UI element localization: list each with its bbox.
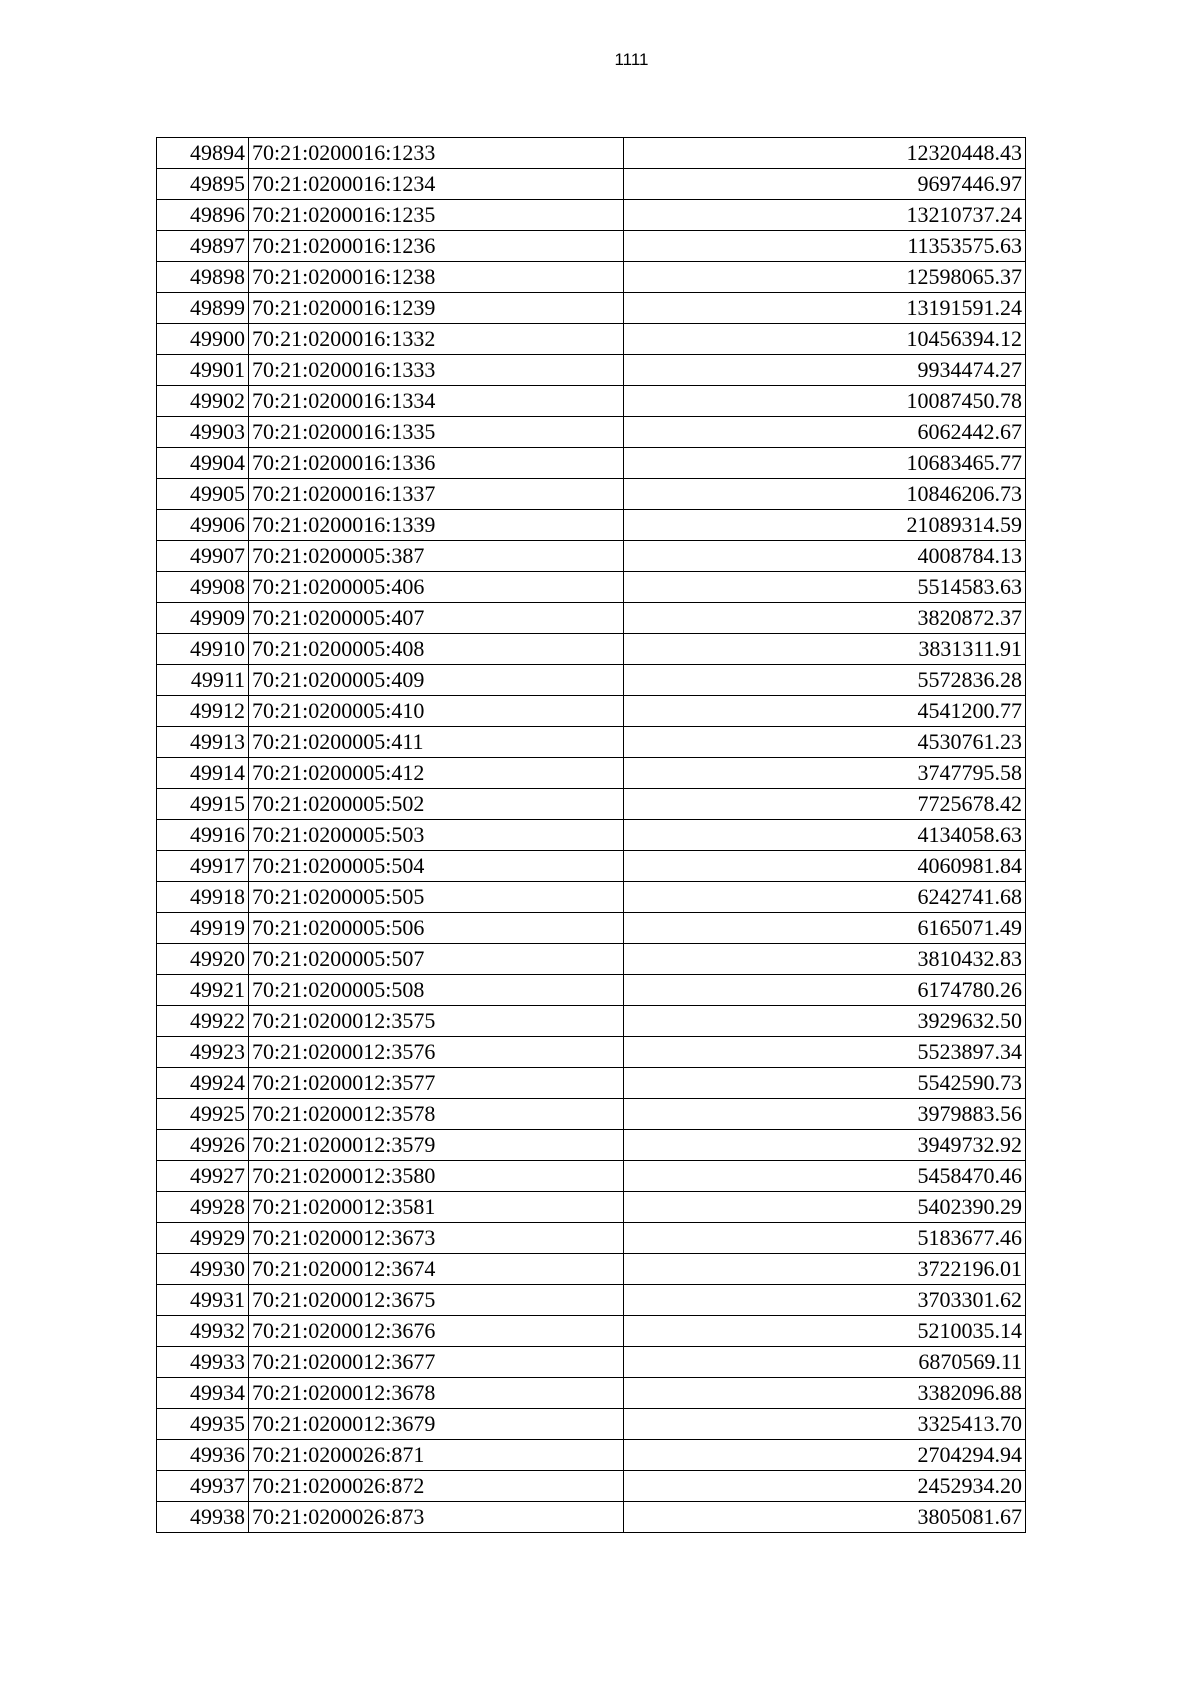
row-number-cell: 49932 (157, 1316, 249, 1347)
row-number-cell: 49914 (157, 758, 249, 789)
table-row (157, 1068, 1026, 1099)
cadastral-value-cell: 6870569.11 (624, 1347, 1026, 1378)
row-number-cell: 49933 (157, 1347, 249, 1378)
table-row (157, 510, 1026, 541)
table-row (157, 293, 1026, 324)
cadastral-number-cell: 70:21:0200016:1234 (249, 169, 624, 200)
table-row (157, 1471, 1026, 1502)
table-row (157, 665, 1026, 696)
cadastral-value-cell: 4060981.84 (624, 851, 1026, 882)
cadastral-number-cell: 70:21:0200016:1337 (249, 479, 624, 510)
table-row (157, 603, 1026, 634)
row-number-cell: 49894 (157, 138, 249, 169)
table-row (157, 851, 1026, 882)
row-number-cell: 49900 (157, 324, 249, 355)
table-row (157, 479, 1026, 510)
cadastral-value-cell: 5542590.73 (624, 1068, 1026, 1099)
cadastral-number-cell: 70:21:0200012:3673 (249, 1223, 624, 1254)
cadastral-value-cell: 7725678.42 (624, 789, 1026, 820)
cadastral-number-cell: 70:21:0200005:410 (249, 696, 624, 727)
table-row (157, 262, 1026, 293)
cadastral-number-cell: 70:21:0200016:1333 (249, 355, 624, 386)
cadastral-number-cell: 70:21:0200016:1339 (249, 510, 624, 541)
row-number-cell: 49921 (157, 975, 249, 1006)
table-row (157, 1347, 1026, 1378)
cadastral-number-cell: 70:21:0200012:3674 (249, 1254, 624, 1285)
row-number-cell: 49907 (157, 541, 249, 572)
cadastral-value-cell: 3949732.92 (624, 1130, 1026, 1161)
cadastral-number-cell: 70:21:0200012:3579 (249, 1130, 624, 1161)
row-number-cell: 49895 (157, 169, 249, 200)
row-number-cell: 49906 (157, 510, 249, 541)
cadastral-number-cell: 70:21:0200012:3577 (249, 1068, 624, 1099)
cadastral-value-cell: 5572836.28 (624, 665, 1026, 696)
table-row (157, 944, 1026, 975)
table-row (157, 417, 1026, 448)
row-number-cell: 49935 (157, 1409, 249, 1440)
cadastral-number-cell: 70:21:0200005:506 (249, 913, 624, 944)
table-row (157, 975, 1026, 1006)
cadastral-number-cell: 70:21:0200016:1239 (249, 293, 624, 324)
table-row (157, 1378, 1026, 1409)
row-number-cell: 49911 (157, 665, 249, 696)
cadastral-value-cell: 6062442.67 (624, 417, 1026, 448)
cadastral-number-cell: 70:21:0200005:507 (249, 944, 624, 975)
cadastral-number-cell: 70:21:0200012:3581 (249, 1192, 624, 1223)
cadastral-value-cell: 4008784.13 (624, 541, 1026, 572)
cadastral-value-cell: 3810432.83 (624, 944, 1026, 975)
table-row (157, 355, 1026, 386)
cadastral-value-cell: 5210035.14 (624, 1316, 1026, 1347)
cadastral-number-cell: 70:21:0200026:872 (249, 1471, 624, 1502)
row-number-cell: 49938 (157, 1502, 249, 1533)
row-number-cell: 49936 (157, 1440, 249, 1471)
table-row (157, 1037, 1026, 1068)
cadastral-number-cell: 70:21:0200005:407 (249, 603, 624, 634)
table-row (157, 789, 1026, 820)
cadastral-number-cell: 70:21:0200016:1236 (249, 231, 624, 262)
table-row (157, 1409, 1026, 1440)
cadastral-value-cell: 5402390.29 (624, 1192, 1026, 1223)
cadastral-value-cell: 12598065.37 (624, 262, 1026, 293)
cadastral-value-cell: 10456394.12 (624, 324, 1026, 355)
cadastral-value-cell: 4530761.23 (624, 727, 1026, 758)
cadastral-value-cell: 3820872.37 (624, 603, 1026, 634)
cadastral-number-cell: 70:21:0200012:3676 (249, 1316, 624, 1347)
cadastral-value-cell: 5514583.63 (624, 572, 1026, 603)
cadastral-value-cell: 5183677.46 (624, 1223, 1026, 1254)
row-number-cell: 49928 (157, 1192, 249, 1223)
table-row (157, 1130, 1026, 1161)
cadastral-value-cell: 3747795.58 (624, 758, 1026, 789)
table-row (157, 1440, 1026, 1471)
row-number-cell: 49919 (157, 913, 249, 944)
cadastral-value-cell: 3929632.50 (624, 1006, 1026, 1037)
cadastral-value-cell: 3703301.62 (624, 1285, 1026, 1316)
table-row (157, 1285, 1026, 1316)
table-row (157, 1006, 1026, 1037)
table-row (157, 448, 1026, 479)
cadastral-number-cell: 70:21:0200016:1335 (249, 417, 624, 448)
table-row (157, 138, 1026, 169)
row-number-cell: 49925 (157, 1099, 249, 1130)
table-row (157, 572, 1026, 603)
cadastral-value-cell: 10087450.78 (624, 386, 1026, 417)
row-number-cell: 49934 (157, 1378, 249, 1409)
row-number-cell: 49912 (157, 696, 249, 727)
row-number-cell: 49910 (157, 634, 249, 665)
row-number-cell: 49909 (157, 603, 249, 634)
cadastral-number-cell: 70:21:0200005:502 (249, 789, 624, 820)
table-row (157, 1316, 1026, 1347)
cadastral-number-cell: 70:21:0200005:503 (249, 820, 624, 851)
row-number-cell: 49920 (157, 944, 249, 975)
cadastral-number-cell: 70:21:0200016:1235 (249, 200, 624, 231)
table-row (157, 758, 1026, 789)
cadastral-value-cell: 9934474.27 (624, 355, 1026, 386)
cadastral-number-cell: 70:21:0200012:3580 (249, 1161, 624, 1192)
cadastral-value-cell: 3722196.01 (624, 1254, 1026, 1285)
cadastral-number-cell: 70:21:0200026:873 (249, 1502, 624, 1533)
table-row (157, 1192, 1026, 1223)
table-row (157, 541, 1026, 572)
cadastral-value-cell: 9697446.97 (624, 169, 1026, 200)
cadastral-number-cell: 70:21:0200012:3679 (249, 1409, 624, 1440)
table-row (157, 727, 1026, 758)
row-number-cell: 49901 (157, 355, 249, 386)
cadastral-number-cell: 70:21:0200016:1336 (249, 448, 624, 479)
cadastral-number-cell: 70:21:0200012:3576 (249, 1037, 624, 1068)
table-row (157, 200, 1026, 231)
table-row (157, 231, 1026, 262)
cadastral-number-cell: 70:21:0200016:1238 (249, 262, 624, 293)
cadastral-number-cell: 70:21:0200016:1334 (249, 386, 624, 417)
table-row (157, 634, 1026, 665)
cadastral-value-cell: 5523897.34 (624, 1037, 1026, 1068)
table-row (157, 324, 1026, 355)
cadastral-value-cell: 6165071.49 (624, 913, 1026, 944)
row-number-cell: 49924 (157, 1068, 249, 1099)
row-number-cell: 49929 (157, 1223, 249, 1254)
cadastral-number-cell: 70:21:0200012:3678 (249, 1378, 624, 1409)
table-row (157, 386, 1026, 417)
row-number-cell: 49930 (157, 1254, 249, 1285)
cadastral-number-cell: 70:21:0200005:505 (249, 882, 624, 913)
row-number-cell: 49904 (157, 448, 249, 479)
table-row (157, 169, 1026, 200)
cadastral-number-cell: 70:21:0200012:3578 (249, 1099, 624, 1130)
cadastral-value-cell: 11353575.63 (624, 231, 1026, 262)
cadastral-value-cell: 6174780.26 (624, 975, 1026, 1006)
table-body (157, 138, 1026, 1533)
row-number-cell: 49926 (157, 1130, 249, 1161)
row-number-cell: 49902 (157, 386, 249, 417)
row-number-cell: 49915 (157, 789, 249, 820)
cadastral-value-cell: 10846206.73 (624, 479, 1026, 510)
table-row (157, 1254, 1026, 1285)
cadastral-value-cell: 3382096.88 (624, 1378, 1026, 1409)
cadastral-value-cell: 10683465.77 (624, 448, 1026, 479)
cadastral-value-cell: 3979883.56 (624, 1099, 1026, 1130)
cadastral-value-cell: 5458470.46 (624, 1161, 1026, 1192)
cadastral-number-cell: 70:21:0200012:3575 (249, 1006, 624, 1037)
cadastral-value-cell: 3805081.67 (624, 1502, 1026, 1533)
row-number-cell: 49918 (157, 882, 249, 913)
cadastral-value-cell: 4134058.63 (624, 820, 1026, 851)
cadastral-number-cell: 70:21:0200016:1233 (249, 138, 624, 169)
cadastral-number-cell: 70:21:0200005:408 (249, 634, 624, 665)
cadastral-number-cell: 70:21:0200005:508 (249, 975, 624, 1006)
cadastral-value-table (156, 137, 1026, 1533)
cadastral-number-cell: 70:21:0200005:412 (249, 758, 624, 789)
row-number-cell: 49897 (157, 231, 249, 262)
cadastral-number-cell: 70:21:0200005:409 (249, 665, 624, 696)
cadastral-value-cell: 2704294.94 (624, 1440, 1026, 1471)
table-row (157, 1223, 1026, 1254)
table-row (157, 696, 1026, 727)
cadastral-value-cell: 2452934.20 (624, 1471, 1026, 1502)
row-number-cell: 49937 (157, 1471, 249, 1502)
row-number-cell: 49898 (157, 262, 249, 293)
cadastral-value-cell: 6242741.68 (624, 882, 1026, 913)
row-number-cell: 49923 (157, 1037, 249, 1068)
cadastral-number-cell: 70:21:0200016:1332 (249, 324, 624, 355)
table-row (157, 1502, 1026, 1533)
page-number: 1111 (614, 50, 649, 69)
cadastral-value-cell: 3831311.91 (624, 634, 1026, 665)
table-row (157, 913, 1026, 944)
cadastral-number-cell: 70:21:0200026:871 (249, 1440, 624, 1471)
table-row (157, 1161, 1026, 1192)
cadastral-number-cell: 70:21:0200005:406 (249, 572, 624, 603)
row-number-cell: 49931 (157, 1285, 249, 1316)
table-row (157, 1099, 1026, 1130)
cadastral-value-cell: 21089314.59 (624, 510, 1026, 541)
row-number-cell: 49922 (157, 1006, 249, 1037)
cadastral-value-cell: 3325413.70 (624, 1409, 1026, 1440)
row-number-cell: 49913 (157, 727, 249, 758)
table-row (157, 820, 1026, 851)
row-number-cell: 49896 (157, 200, 249, 231)
row-number-cell: 49905 (157, 479, 249, 510)
row-number-cell: 49916 (157, 820, 249, 851)
row-number-cell: 49927 (157, 1161, 249, 1192)
cadastral-value-cell: 12320448.43 (624, 138, 1026, 169)
cadastral-number-cell: 70:21:0200012:3675 (249, 1285, 624, 1316)
cadastral-number-cell: 70:21:0200012:3677 (249, 1347, 624, 1378)
cadastral-number-cell: 70:21:0200005:387 (249, 541, 624, 572)
cadastral-value-cell: 4541200.77 (624, 696, 1026, 727)
cadastral-value-cell: 13191591.24 (624, 293, 1026, 324)
row-number-cell: 49917 (157, 851, 249, 882)
row-number-cell: 49899 (157, 293, 249, 324)
cadastral-number-cell: 70:21:0200005:411 (249, 727, 624, 758)
row-number-cell: 49903 (157, 417, 249, 448)
table-row (157, 882, 1026, 913)
cadastral-number-cell: 70:21:0200005:504 (249, 851, 624, 882)
row-number-cell: 49908 (157, 572, 249, 603)
cadastral-value-cell: 13210737.24 (624, 200, 1026, 231)
